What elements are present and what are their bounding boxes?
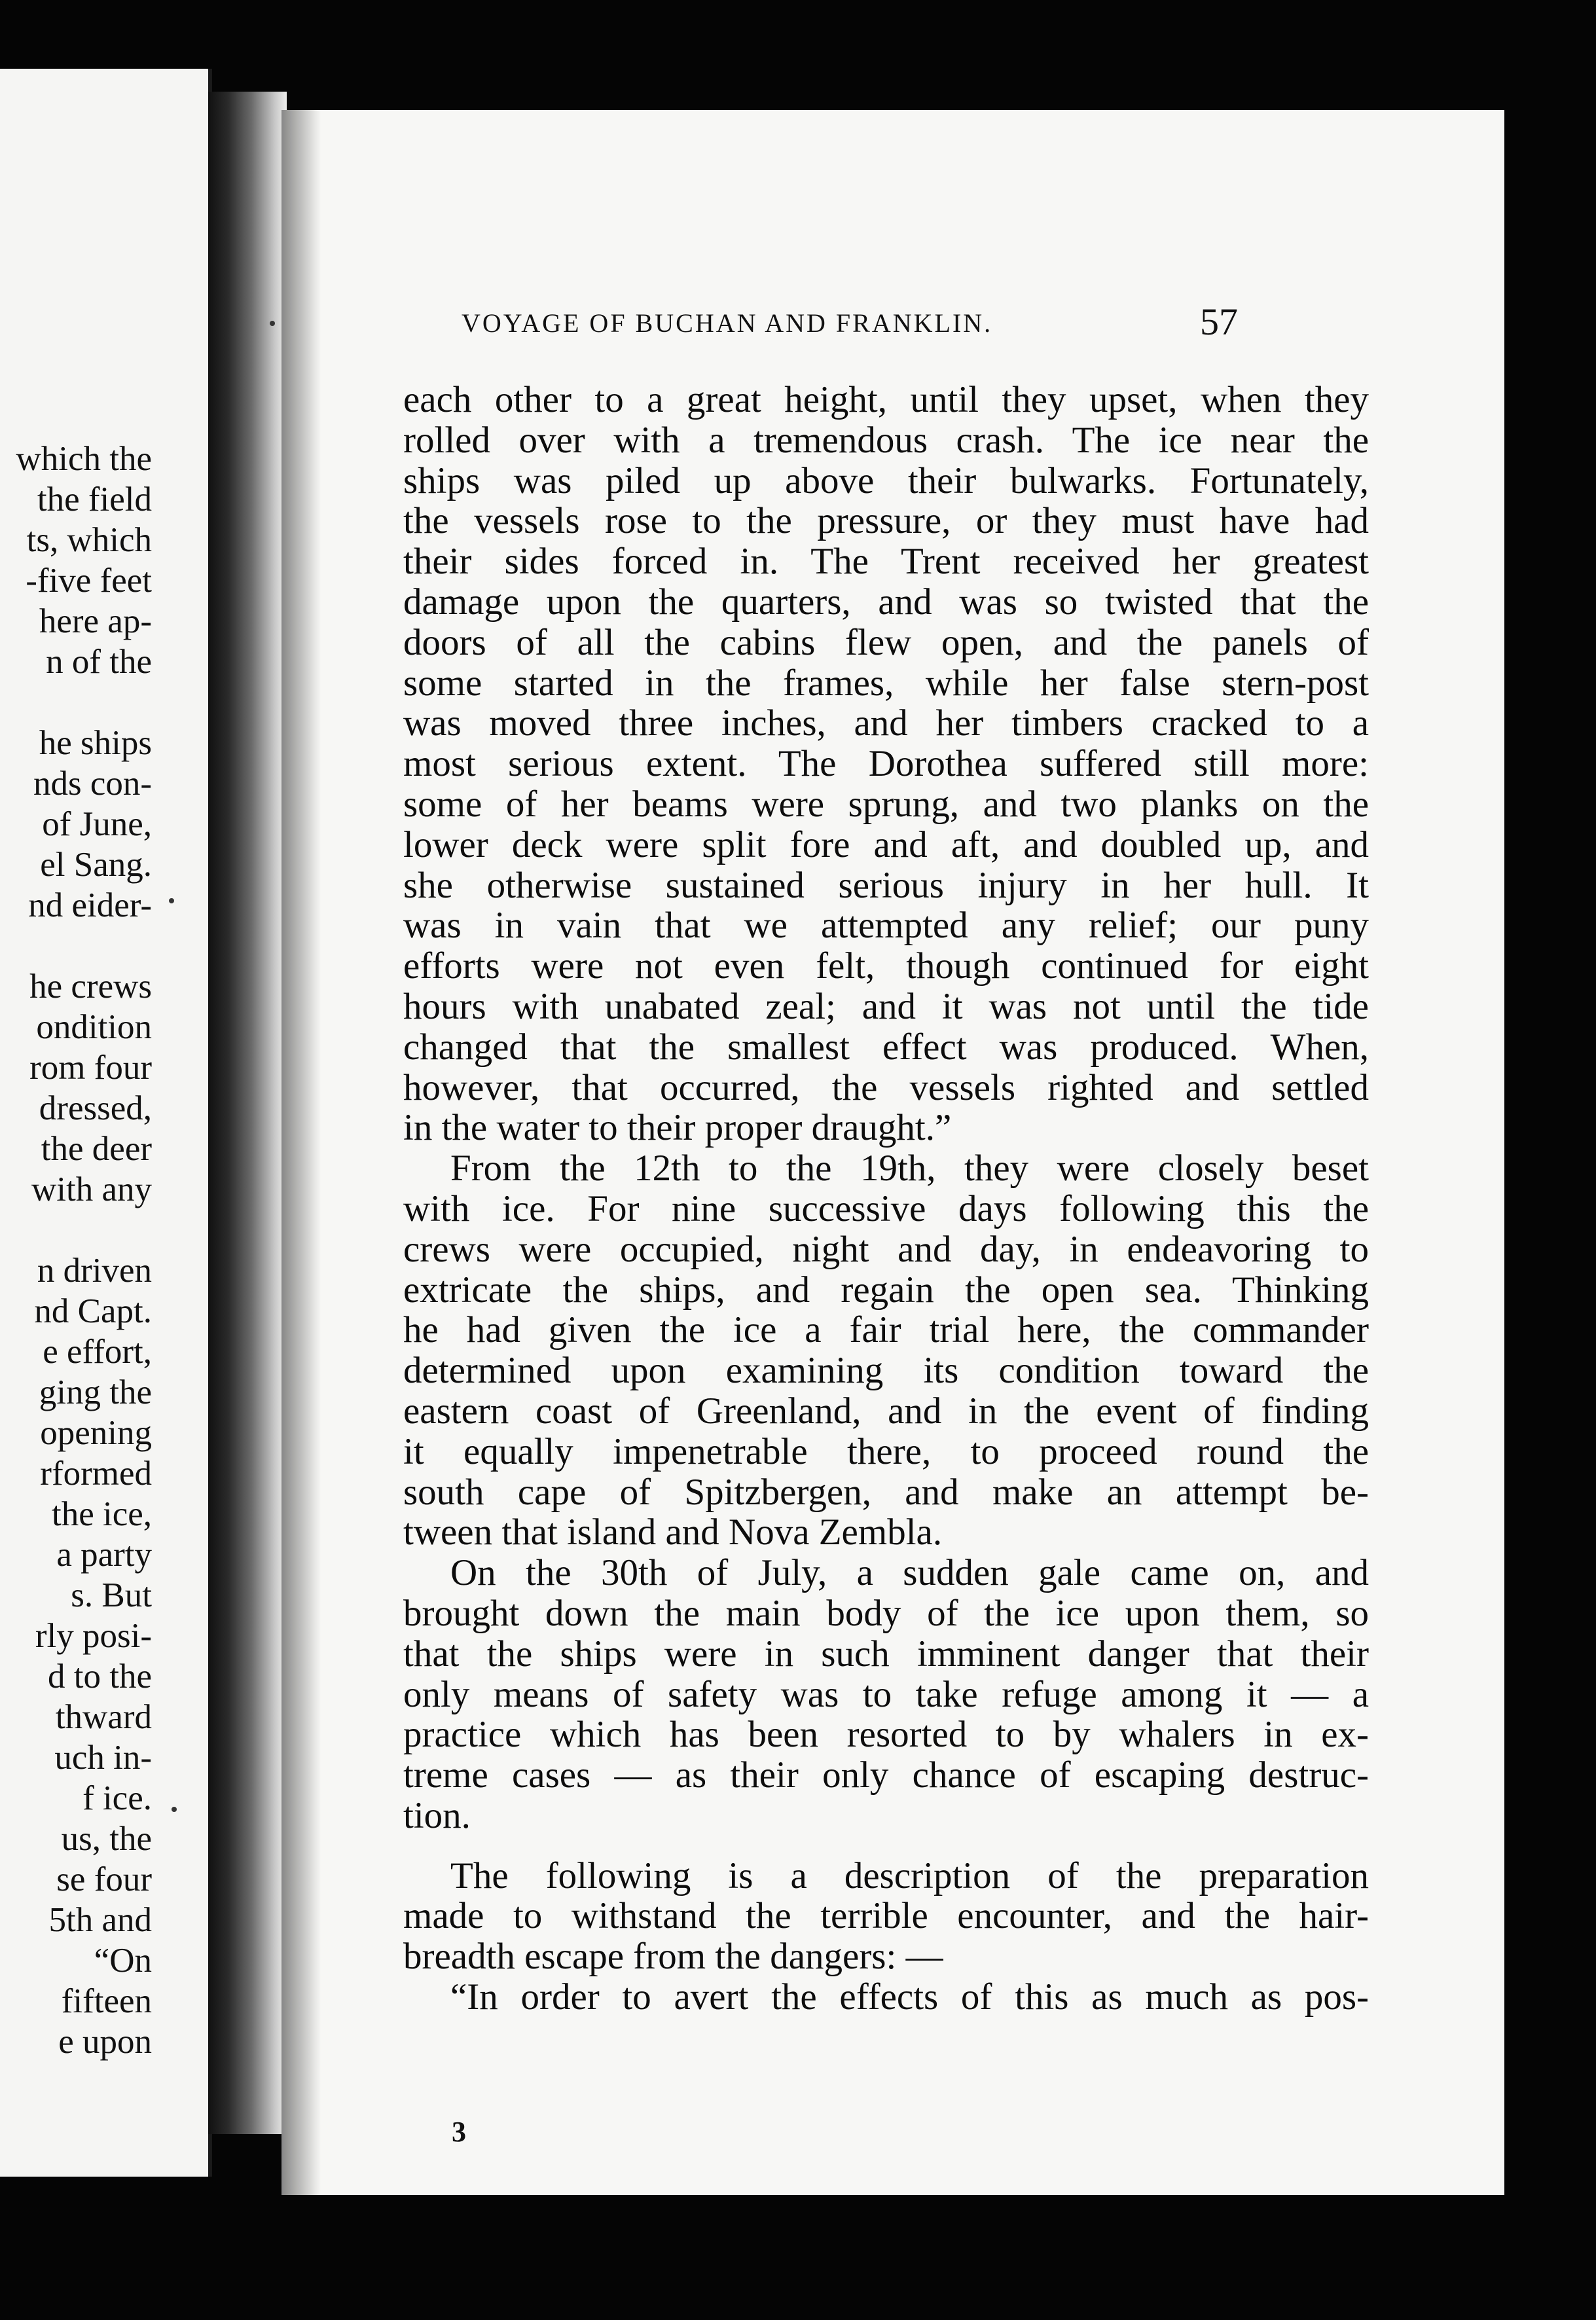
book-page: [281, 110, 1504, 2195]
text-line: lower deck were split fore and aft, and doubled up, and: [403, 824, 1369, 865]
text-line: rolled over with a tremendous crash. The ice near the: [403, 419, 1369, 461]
facing-page-line: [16, 1210, 152, 1250]
facing-page-line: d to the: [48, 1658, 152, 1695]
facing-page-line: the ice,: [51, 1495, 152, 1533]
text-line: hours with unabated zeal; and it was not until the tide: [403, 985, 1369, 1027]
facing-page-line: s. But: [71, 1576, 152, 1614]
text-line: extricate the ships, and regain the open sea. Thinking: [403, 1269, 1369, 1311]
facing-page-line: rly posi-: [35, 1617, 152, 1655]
facing-page-line: a party: [56, 1536, 152, 1574]
facing-page-line: the deer: [41, 1130, 152, 1168]
paragraph-gap: [403, 1836, 1369, 1856]
facing-page-line: thward: [55, 1698, 152, 1736]
facing-page-line: the field: [37, 480, 152, 518]
facing-page-line: of June,: [42, 805, 152, 843]
text-line: that the ships were in such imminent danger that their: [403, 1633, 1369, 1675]
text-line: tween that island and Nova Zembla.: [403, 1512, 943, 1553]
text-line: treme cases — as their only chance of escaping destruc-: [403, 1754, 1369, 1796]
facing-page-line: he crews: [29, 968, 152, 1006]
facing-page-fragment: [0, 69, 212, 2177]
text-line: most serious extent. The Dorothea suffered still more:: [403, 743, 1369, 785]
text-line: south cape of Spitzbergen, and make an attempt be-: [403, 1471, 1369, 1513]
text-line: damage upon the quarters, and was so twisted that the: [403, 581, 1369, 623]
facing-page-line: -five feet: [26, 562, 152, 600]
text-line: in the water to their proper draught.”: [403, 1107, 952, 1149]
page-body-text: [403, 380, 1369, 2018]
facing-page-line: nd Capt.: [34, 1292, 152, 1330]
facing-page-line: ts, which: [26, 521, 152, 559]
facing-page-line: he ships: [39, 724, 152, 762]
facing-page-line: el Sang.: [40, 846, 152, 884]
text-line: practice which has been resorted to by whalers in ex-: [403, 1714, 1369, 1756]
facing-page-line: rformed: [40, 1455, 152, 1493]
text-line: From the 12th to the 19th, they were closely beset: [450, 1148, 1369, 1189]
facing-page-line: e upon: [58, 2023, 152, 2061]
text-line: eastern coast of Greenland, and in the event of finding: [403, 1390, 1369, 1432]
facing-page-line: opening: [40, 1414, 152, 1452]
print-speck: [169, 898, 174, 903]
text-line: however, that occurred, the vessels righted and settled: [403, 1066, 1369, 1108]
facing-page-line: ondition: [36, 1008, 152, 1046]
text-line: breadth escape from the dangers: —: [403, 1936, 943, 1978]
facing-page-line: us, the: [61, 1820, 152, 1858]
text-line: “In order to avert the effects of this as much as pos-: [450, 1976, 1369, 2018]
facing-page-line: se four: [56, 1860, 152, 1898]
print-speck: [172, 1807, 177, 1812]
facing-page-line: n driven: [37, 1252, 152, 1290]
facing-page-line: [16, 926, 152, 966]
text-line: the vessels rose to the pressure, or they must have had: [403, 500, 1369, 542]
text-line: The following is a description of the preparation: [450, 1855, 1369, 1896]
text-line: some of her beams were sprung, and two planks on the: [403, 783, 1369, 825]
running-head: VOYAGE OF BUCHAN AND FRANKLIN.: [462, 308, 993, 338]
text-line: determined upon examining its condition toward the: [403, 1350, 1369, 1392]
facing-page-line: fifteen: [61, 1982, 152, 2020]
facing-page-text: [16, 439, 152, 2062]
facing-page-line: [16, 682, 152, 723]
text-line: he had given the ice a fair trial here, the commander: [403, 1309, 1369, 1351]
text-line: each other to a great height, until they upset, when they: [403, 379, 1369, 420]
facing-page-line: e effort,: [43, 1333, 152, 1371]
text-line: she otherwise sustained serious injury in her hull. It: [403, 864, 1369, 906]
text-line: their sides forced in. The Trent received her greatest: [403, 541, 1369, 583]
spine-shadow: [281, 110, 321, 2195]
facing-page-line: which the: [16, 440, 152, 478]
book-gutter: [208, 92, 287, 2134]
facing-page-line: nds con-: [33, 765, 152, 803]
text-line: crews were occupied, night and day, in endeavoring to: [403, 1228, 1369, 1270]
facing-page-line: ging the: [39, 1373, 152, 1411]
facing-page-line: dressed,: [39, 1089, 152, 1127]
text-line: ships was piled up above their bulwarks. Fortunately,: [403, 460, 1369, 501]
text-line: On the 30th of July, a sudden gale came on, and: [450, 1552, 1369, 1594]
text-line: changed that the smallest effect was produced. When,: [403, 1026, 1369, 1068]
facing-page-line: n of the: [46, 643, 152, 681]
text-line: it equally impenetrable there, to proceed round the: [403, 1430, 1369, 1472]
text-line: made to withstand the terrible encounter, and the hair-: [403, 1895, 1369, 1937]
page-number: 57: [1200, 300, 1238, 343]
text-line: doors of all the cabins flew open, and the panels of: [403, 621, 1369, 663]
facing-page-line: here ap-: [39, 602, 152, 640]
text-line: was moved three inches, and her timbers cracked to a: [403, 702, 1369, 744]
text-line: with ice. For nine successive days following this the: [403, 1187, 1369, 1229]
text-line: some started in the frames, while her false stern-post: [403, 662, 1369, 704]
text-line: brought down the main body of the ice upon them, so: [403, 1592, 1369, 1634]
facing-page-line: with any: [31, 1170, 152, 1208]
facing-page-line: nd eider-: [28, 886, 152, 924]
text-line: only means of safety was to take refuge among it — a: [403, 1673, 1369, 1715]
text-line: efforts were not even felt, though continued for eight: [403, 945, 1369, 987]
facing-page-line: f ice.: [82, 1779, 152, 1817]
facing-page-line: 5th and: [48, 1901, 152, 1939]
facing-page-line: rom four: [29, 1049, 152, 1087]
facing-page-line: “On: [94, 1942, 152, 1980]
print-speck: [270, 321, 275, 326]
facing-page-line: uch in-: [54, 1739, 152, 1777]
text-line: tion.: [403, 1794, 471, 1836]
text-line: was in vain that we attempted any relief; our puny: [403, 905, 1369, 947]
signature-mark: 3: [452, 2116, 466, 2148]
